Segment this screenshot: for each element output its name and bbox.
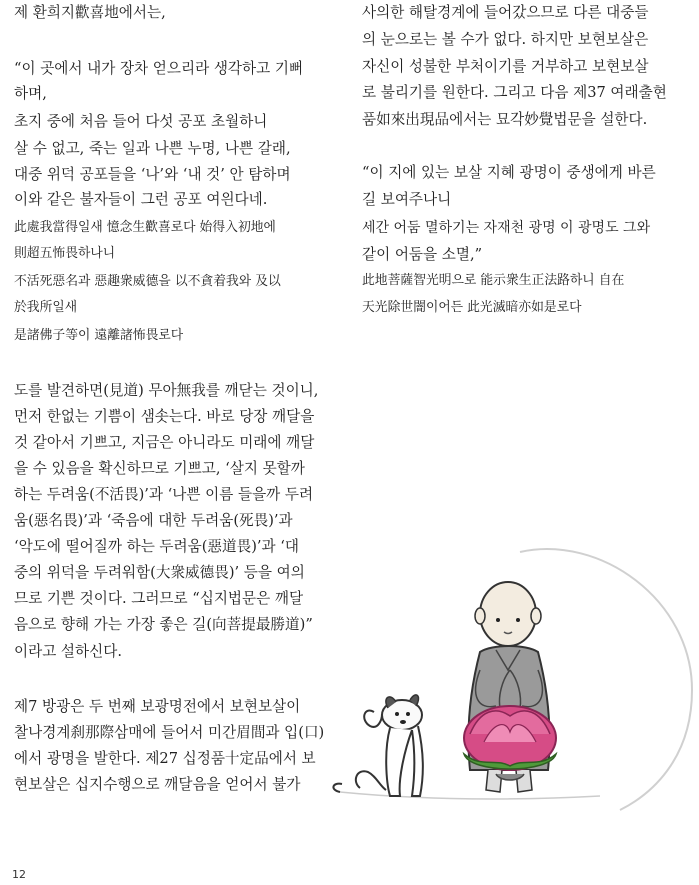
text-line: 것 같아서 기쁘고, 지금은 아니라도 미래에 깨달 [14, 434, 315, 451]
verse-line: “이 지에 있는 보살 지혜 광명이 중생에게 바른 [362, 164, 656, 181]
hanja-line: 天光除世闇이어든 此光滅暗亦如是로다 [362, 300, 582, 315]
verse-line: 살 수 없고, 죽는 일과 나쁜 누명, 나쁜 갈래, [14, 140, 291, 157]
text-line: 찰나경계刹那際삼매에 들어서 미간眉間과 입(口) [14, 724, 325, 741]
hanja-line: 此地菩薩智光明으로 能示衆生正法路하니 自在 [362, 273, 625, 288]
verse-line: 이와 같은 불자들이 그런 공포 여읜다네. [14, 191, 268, 208]
text-line: ‘악도에 떨어질까 하는 두려움(惡道畏)’과 ‘대 [14, 538, 300, 555]
text-line: 므로 기쁜 것이다. 그러므로 “십지법문은 깨달 [14, 590, 304, 607]
page-number: 12 [12, 868, 26, 881]
verse-line: 초지 중에 처음 들어 다섯 공포 초월하니 [14, 113, 268, 130]
verse-line: 대중 위덕 공포들을 ‘나’와 ‘내 것’ 안 탐하며 [14, 166, 291, 183]
text-line: 로 불리기를 원한다. 그리고 다음 제37 여래출현 [362, 84, 667, 101]
hanja-line: 於我所일새 [14, 300, 78, 315]
hanja-line: 不活死惡名과 惡趣衆威德을 以不貪着我와 及以 [14, 274, 281, 289]
text-line: 을 수 있음을 확신하므로 기쁘고, ‘살지 못할까 [14, 460, 305, 477]
monk-dog-lotus-illustration [320, 520, 699, 820]
verse-line: 하며, [14, 85, 47, 102]
text-line: 하는 두려움(不活畏)’과 ‘나쁜 이름 들을까 두려 [14, 486, 314, 503]
verse-line: 세간 어둠 멸하기는 자재천 광명 이 광명도 그와 [362, 220, 651, 236]
text-line: 사의한 해탈경계에 들어갔으므로 다른 대중들 [362, 4, 649, 21]
text-line: 제 환희지歡喜地에서는, [14, 4, 166, 21]
text-line: 의 눈으로는 볼 수가 없다. 하지만 보현보살은 [362, 31, 649, 48]
verse-line: “이 곳에서 내가 장차 얻으리라 생각하고 기뻐 [14, 60, 304, 77]
text-line: 음으로 향해 가는 가장 좋은 길(向菩提最勝道)” [14, 616, 313, 633]
text-line: 도를 발견하면(見道) 무아無我를 깨닫는 것이니, [14, 382, 319, 399]
hanja-line: 則超五怖畏하나니 [14, 246, 116, 261]
text-line: 현보살은 십지수행으로 깨달음을 얻어서 불가 [14, 776, 301, 793]
text-line: 먼저 한없는 기쁨이 샘솟는다. 바로 당장 깨달을 [14, 408, 315, 425]
verse-line: 길 보여주나니 [362, 191, 452, 208]
hanja-line: 是諸佛子等이 遠離諸怖畏로다 [14, 328, 184, 343]
hanja-line: 此處我當得일새 憶念生歡喜로다 始得入初地에 [14, 220, 276, 235]
text-line: 에서 광명을 발한다. 제27 십정품十定品에서 보 [14, 750, 316, 767]
dog-figure [333, 695, 422, 796]
text-line: 제7 방광은 두 번째 보광명전에서 보현보살이 [14, 698, 301, 715]
text-line: 자신이 성불한 부처이기를 거부하고 보현보살 [362, 58, 649, 75]
text-line: 품如來出現品에서는 묘각妙覺법문을 설한다. [362, 111, 648, 128]
verse-line: 같이 어둠을 소멸,” [362, 246, 483, 263]
text-line: 이라고 설하신다. [14, 643, 122, 660]
text-line: 중의 위덕을 두려워함(大衆威德畏)’ 등을 여의 [14, 564, 305, 581]
text-line: 움(惡名畏)’과 ‘죽음에 대한 두려움(死畏)’과 [14, 512, 293, 529]
